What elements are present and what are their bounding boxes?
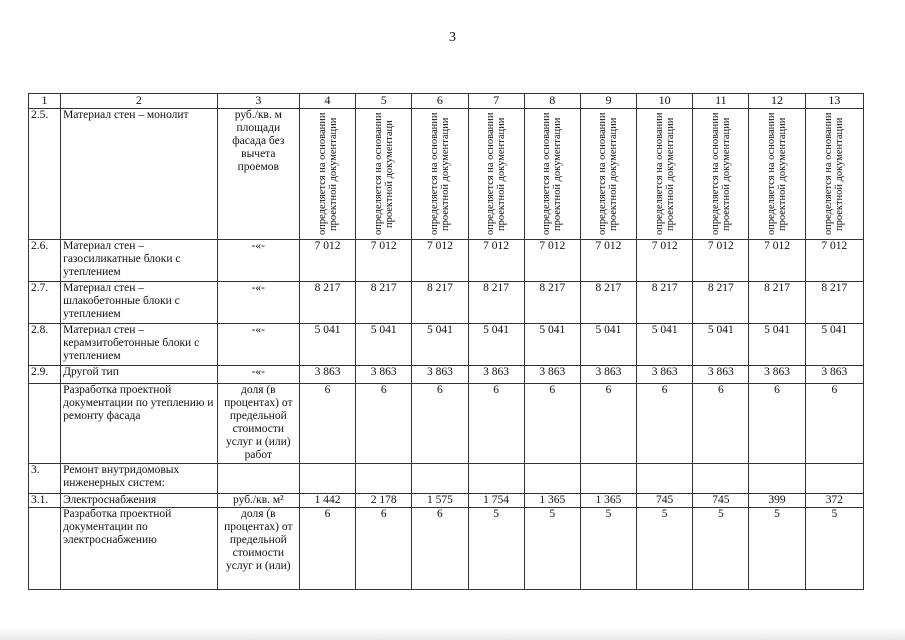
row-name: Материал стен – монолит: [61, 109, 218, 240]
page-number: 3: [449, 30, 456, 45]
row-unit: доля (в процентах) от предельной стоимости услуг и (или): [217, 508, 299, 590]
row-value: 3 863: [749, 366, 805, 384]
vertical-note: определяется на основании проектной документации: [428, 112, 451, 236]
row-unit: [217, 464, 299, 494]
vertical-note: определяется на основании проектной документации: [597, 112, 620, 236]
row-value: 3 863: [637, 366, 693, 384]
row-name: Ремонт внутридомовых инженерных систем:: [61, 464, 218, 494]
row-value: 6: [805, 384, 863, 464]
vertical-note-cell: [749, 109, 805, 240]
column-number: 6: [412, 94, 468, 109]
row-value: 5: [749, 508, 805, 590]
row-value: 7 012: [524, 240, 580, 282]
table-row: [29, 324, 864, 366]
row-value: [468, 464, 524, 494]
row-value: [637, 464, 693, 494]
vertical-note-cell: [356, 109, 412, 240]
vertical-note-cell: [468, 109, 524, 240]
row-unit: доля (в процентах) от предельной стоимости услуг и (или) работ: [217, 384, 299, 464]
row-number: 3.: [29, 464, 61, 494]
row-number: 3.1.: [29, 494, 61, 508]
row-value: 8 217: [356, 282, 412, 324]
row-name: Материал стен – газосиликатные блоки с утеплением: [61, 240, 218, 282]
row-value: 6: [299, 384, 355, 464]
row-name: Электроснабжения: [61, 494, 218, 508]
row-value: 3 863: [412, 366, 468, 384]
row-value: 3 863: [356, 366, 412, 384]
column-number: 8: [524, 94, 580, 109]
row-value: 6: [637, 384, 693, 464]
vertical-note: определяется на основании проектной документаци: [372, 112, 395, 236]
row-value: 1 365: [524, 494, 580, 508]
row-value: 6: [580, 384, 636, 464]
row-value: 6: [412, 508, 468, 590]
row-value: [356, 464, 412, 494]
table-row: [29, 384, 864, 464]
row-value: 5: [693, 508, 749, 590]
row-value: 7 012: [356, 240, 412, 282]
row-value: 8 217: [468, 282, 524, 324]
row-value: 8 217: [805, 282, 863, 324]
row-value: 3 863: [693, 366, 749, 384]
row-value: 7 012: [693, 240, 749, 282]
table-row: [29, 366, 864, 384]
row-value: 3 863: [299, 366, 355, 384]
vertical-note: определяется на основании проектной документации: [485, 112, 508, 236]
row-value: 1 442: [299, 494, 355, 508]
column-number: 10: [637, 94, 693, 109]
vertical-note: определяется на основании проектной документации: [823, 112, 846, 236]
vertical-note-cell: [693, 109, 749, 240]
row-number: [29, 508, 61, 590]
row-value: 6: [693, 384, 749, 464]
vertical-note: определяется на основании проектной документации: [766, 112, 789, 236]
row-value: 5: [524, 508, 580, 590]
row-name: Материал стен – шлакобетонные блоки с утеплением: [61, 282, 218, 324]
row-value: 8 217: [524, 282, 580, 324]
row-number: 2.9.: [29, 366, 61, 384]
row-value: 6: [412, 384, 468, 464]
row-value: [749, 464, 805, 494]
row-value: 5: [805, 508, 863, 590]
row-value: 5 041: [637, 324, 693, 366]
row-value: 7 012: [637, 240, 693, 282]
row-value: 3 863: [805, 366, 863, 384]
scan-edge: [0, 628, 905, 640]
row-value: 7 012: [749, 240, 805, 282]
row-value: 1 365: [580, 494, 636, 508]
row-value: 5 041: [580, 324, 636, 366]
row-value: 3 863: [580, 366, 636, 384]
row-value: 372: [805, 494, 863, 508]
row-value: 5 041: [524, 324, 580, 366]
row-value: 8 217: [412, 282, 468, 324]
row-value: 5 041: [356, 324, 412, 366]
vertical-note-cell: [805, 109, 863, 240]
row-value: 6: [299, 508, 355, 590]
column-number: 11: [693, 94, 749, 109]
row-unit: -«-: [217, 324, 299, 366]
row-value: 5 041: [299, 324, 355, 366]
row-unit: -«-: [217, 282, 299, 324]
column-number: 3: [217, 94, 299, 109]
column-number: 1: [29, 94, 61, 109]
row-name: Разработка проектной документации по утеплению и ремонту фасада: [61, 384, 218, 464]
vertical-note-cell: [299, 109, 355, 240]
row-unit: руб./кв. м площади фасада без вычета проемов: [217, 109, 299, 240]
row-number: 2.6.: [29, 240, 61, 282]
row-value: 7 012: [468, 240, 524, 282]
row-value: 8 217: [637, 282, 693, 324]
column-number: 9: [580, 94, 636, 109]
tariff-table: [28, 93, 864, 590]
row-value: 8 217: [580, 282, 636, 324]
row-value: [693, 464, 749, 494]
vertical-note-cell: [637, 109, 693, 240]
row-value: [524, 464, 580, 494]
vertical-note-cell: [524, 109, 580, 240]
row-value: 6: [749, 384, 805, 464]
row-value: 5: [468, 508, 524, 590]
row-name: Разработка проектной документации по электроснабжению: [61, 508, 218, 590]
row-value: 6: [356, 508, 412, 590]
table-row: [29, 464, 864, 494]
row-value: 6: [524, 384, 580, 464]
column-number: 2: [61, 94, 218, 109]
row-unit: руб./кв. м²: [217, 494, 299, 508]
row-value: 7 012: [805, 240, 863, 282]
row-value: 7 012: [412, 240, 468, 282]
row-value: 5: [637, 508, 693, 590]
row-value: [412, 464, 468, 494]
row-value: [299, 464, 355, 494]
row-value: [580, 464, 636, 494]
row-value: 5 041: [693, 324, 749, 366]
vertical-note-cell: [412, 109, 468, 240]
vertical-note: определяется на основании проектной документации: [541, 112, 564, 236]
vertical-note: определяется на основании проектной документации: [316, 112, 339, 236]
column-number: 5: [356, 94, 412, 109]
row-value: 745: [693, 494, 749, 508]
row-value: 5: [580, 508, 636, 590]
row-value: [805, 464, 863, 494]
row-value: 3 863: [524, 366, 580, 384]
row-name: Другой тип: [61, 366, 218, 384]
row-value: 5 041: [468, 324, 524, 366]
row-value: 3 863: [468, 366, 524, 384]
row-unit: -«-: [217, 366, 299, 384]
row-value: 6: [468, 384, 524, 464]
table-row: [29, 282, 864, 324]
row-number: 2.8.: [29, 324, 61, 366]
row-value: 6: [356, 384, 412, 464]
row-value: 7 012: [580, 240, 636, 282]
row-value: 5 041: [805, 324, 863, 366]
column-number-row: [29, 94, 864, 109]
row-name: Материал стен – керамзитобетонные блоки с утеплением: [61, 324, 218, 366]
row-value: 8 217: [749, 282, 805, 324]
row-number: [29, 384, 61, 464]
row-value: 5 041: [412, 324, 468, 366]
vertical-note: определяется на основании проектной документации: [653, 112, 676, 236]
row-value: 7 012: [299, 240, 355, 282]
table-row: [29, 109, 864, 240]
column-number: 12: [749, 94, 805, 109]
row-value: 1 575: [412, 494, 468, 508]
row-value: 8 217: [693, 282, 749, 324]
row-value: 5 041: [749, 324, 805, 366]
row-number: 2.7.: [29, 282, 61, 324]
table-row: [29, 494, 864, 508]
column-number: 7: [468, 94, 524, 109]
vertical-note-cell: [580, 109, 636, 240]
row-unit: -«-: [217, 240, 299, 282]
table-row: [29, 240, 864, 282]
column-number: 13: [805, 94, 863, 109]
row-value: 745: [637, 494, 693, 508]
row-value: 2 178: [356, 494, 412, 508]
column-number: 4: [299, 94, 355, 109]
table-row: [29, 508, 864, 590]
row-value: 1 754: [468, 494, 524, 508]
vertical-note: определяется на основании проектной документации: [709, 112, 732, 236]
row-value: 399: [749, 494, 805, 508]
row-number: 2.5.: [29, 109, 61, 240]
row-value: 8 217: [299, 282, 355, 324]
